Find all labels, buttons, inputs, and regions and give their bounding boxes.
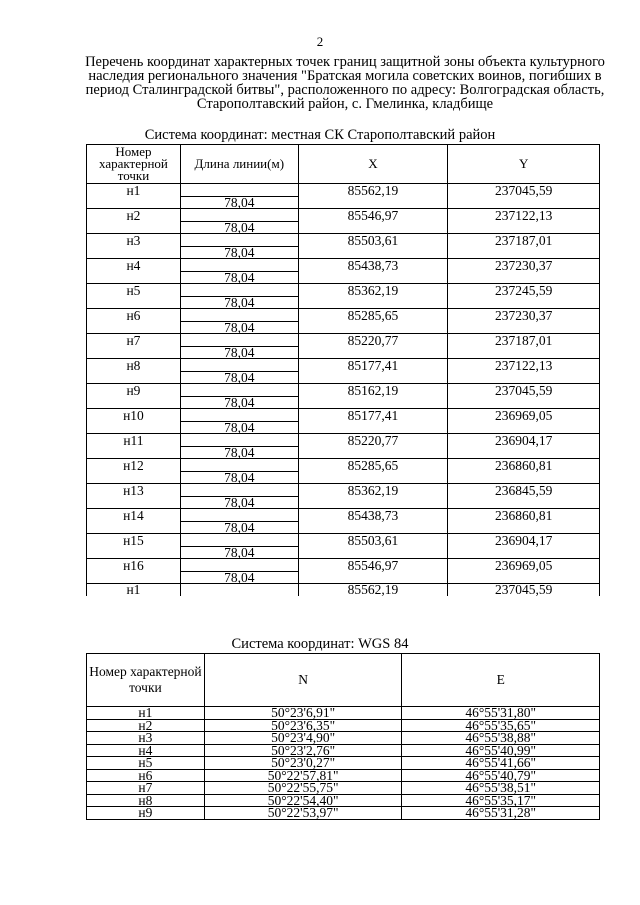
y-value: 236969,05	[448, 559, 600, 572]
line-length-value: 78,04	[180, 446, 298, 459]
y-empty	[448, 371, 600, 384]
point-number: н1	[87, 584, 181, 596]
line-length-value: 78,04	[180, 496, 298, 509]
point-number: н13	[87, 484, 181, 497]
point-number: н8	[87, 794, 205, 807]
y-value: 237122,13	[448, 209, 600, 222]
n-value: 50°23'4,90"	[204, 732, 402, 745]
table2-caption: Система координат: WGS 84	[231, 636, 409, 652]
line-length-value: 78,04	[180, 346, 298, 359]
x-value: 85546,97	[298, 209, 448, 222]
n-value: 50°23'6,35"	[204, 719, 402, 732]
line-length-row	[87, 371, 600, 384]
x-value: 85438,73	[298, 509, 448, 522]
x-empty	[298, 346, 448, 359]
line-length-row	[87, 221, 600, 234]
line-length-value: 78,04	[180, 271, 298, 284]
point-number: н8	[87, 359, 181, 372]
point-number: н14	[87, 509, 181, 522]
line-length-value: 78,04	[180, 546, 298, 559]
n-value: 50°23'0,27"	[204, 757, 402, 770]
table-row	[87, 209, 600, 222]
y-value: 237230,37	[448, 259, 600, 272]
table-row	[87, 259, 600, 272]
point-number: н5	[87, 284, 181, 297]
x-empty	[298, 546, 448, 559]
table2-header-row	[87, 654, 600, 707]
n-value: 50°23'6,91"	[204, 707, 402, 720]
point-number: н9	[87, 384, 181, 397]
point-number-empty	[87, 471, 181, 484]
point-number: н9	[87, 807, 205, 820]
line-length-row	[87, 546, 600, 559]
line-length-row	[87, 521, 600, 534]
x-value: 85177,41	[298, 359, 448, 372]
x-value: 85285,65	[298, 309, 448, 322]
y-value: 237045,59	[448, 384, 600, 397]
point-number: н11	[87, 434, 181, 447]
table-row	[87, 534, 600, 547]
point-number-empty	[87, 246, 181, 259]
point-number: н16	[87, 559, 181, 572]
point-number-empty	[87, 396, 181, 409]
y-value: 237187,01	[448, 334, 600, 347]
header-point-number: Номер характерной точки	[87, 654, 205, 707]
line-length-row	[87, 296, 600, 309]
e-value: 46°55'40,79"	[402, 769, 600, 782]
n-value: 50°22'57,81"	[204, 769, 402, 782]
line-length-value: 78,04	[180, 521, 298, 534]
e-value: 46°55'38,51"	[402, 782, 600, 795]
y-empty	[448, 396, 600, 409]
line-length-row	[87, 496, 600, 509]
x-empty	[298, 196, 448, 209]
y-empty	[448, 346, 600, 359]
table-row	[87, 384, 600, 397]
n-value: 50°22'55,75"	[204, 782, 402, 795]
document-title: Перечень координат характерных точек границ защитной зоны объекта культурного наследия регионального значения "Братская могила советских воинов, погибших в период Сталинградской битвы", расположенного по адресу: Волгоградская область, Старополтавский район, с. Гмелинка, кладбище	[85, 54, 605, 112]
line-length-row	[87, 421, 600, 434]
x-empty	[298, 396, 448, 409]
page-number: 2	[316, 34, 324, 49]
x-value: 85220,77	[298, 334, 448, 347]
line-length-row	[87, 246, 600, 259]
y-value: 237230,37	[448, 309, 600, 322]
header-line-length: Длина линии(м)	[180, 145, 298, 184]
table-row	[87, 807, 600, 820]
e-value: 46°55'35,65"	[402, 719, 600, 732]
x-value: 85362,19	[298, 484, 448, 497]
table-row	[87, 284, 600, 297]
table-row	[87, 409, 600, 422]
point-number: н6	[87, 769, 205, 782]
x-empty	[298, 421, 448, 434]
y-value: 237045,59	[448, 184, 600, 197]
line-length-value: 78,04	[180, 421, 298, 434]
line-length-value: 78,04	[180, 196, 298, 209]
e-value: 46°55'31,28"	[402, 807, 600, 820]
line-length-value: 78,04	[180, 571, 298, 584]
x-empty	[298, 471, 448, 484]
point-number: н1	[87, 707, 205, 720]
table-row	[87, 509, 600, 522]
n-value: 50°22'54,40"	[204, 794, 402, 807]
point-number: н12	[87, 459, 181, 472]
e-value: 46°55'40,99"	[402, 744, 600, 757]
y-value: 236969,05	[448, 409, 600, 422]
e-value: 46°55'35,17"	[402, 794, 600, 807]
y-empty	[448, 321, 600, 334]
point-number: н6	[87, 309, 181, 322]
y-empty	[448, 271, 600, 284]
x-value: 85562,19	[298, 584, 448, 596]
y-empty	[448, 246, 600, 259]
line-length-value: 78,04	[180, 246, 298, 259]
y-value: 237187,01	[448, 234, 600, 247]
x-empty	[298, 496, 448, 509]
y-value: 236845,59	[448, 484, 600, 497]
point-number: н3	[87, 732, 205, 745]
e-value: 46°55'38,88"	[402, 732, 600, 745]
line-length-row	[87, 271, 600, 284]
n-value: 50°23'2,76"	[204, 744, 402, 757]
point-number-empty	[87, 196, 181, 209]
x-value: 85503,61	[298, 234, 448, 247]
point-number: н1	[87, 184, 181, 197]
table-row	[87, 334, 600, 347]
point-number: н2	[87, 209, 181, 222]
x-empty	[298, 521, 448, 534]
point-number: н7	[87, 782, 205, 795]
y-empty	[448, 221, 600, 234]
x-empty	[298, 246, 448, 259]
line-length-empty	[180, 584, 298, 596]
y-value: 236904,17	[448, 434, 600, 447]
table-row	[87, 309, 600, 322]
point-number-empty	[87, 371, 181, 384]
point-number: н7	[87, 334, 181, 347]
e-value: 46°55'41,66"	[402, 757, 600, 770]
line-length-row	[87, 196, 600, 209]
x-value: 85285,65	[298, 459, 448, 472]
x-empty	[298, 296, 448, 309]
line-length-value: 78,04	[180, 296, 298, 309]
y-empty	[448, 496, 600, 509]
x-empty	[298, 321, 448, 334]
header-y: Y	[448, 145, 600, 184]
point-number-empty	[87, 346, 181, 359]
line-length-row	[87, 471, 600, 484]
point-number-empty	[87, 221, 181, 234]
x-value: 85562,19	[298, 184, 448, 197]
line-length-row	[87, 321, 600, 334]
x-empty	[298, 221, 448, 234]
table-row	[87, 459, 600, 472]
y-value: 236860,81	[448, 459, 600, 472]
table-row	[87, 359, 600, 372]
x-value: 85162,19	[298, 384, 448, 397]
line-length-value: 78,04	[180, 221, 298, 234]
point-number-empty	[87, 546, 181, 559]
point-number-empty	[87, 496, 181, 509]
point-number-empty	[87, 271, 181, 284]
point-number: н3	[87, 234, 181, 247]
point-number-empty	[87, 296, 181, 309]
x-value: 85362,19	[298, 284, 448, 297]
point-number: н15	[87, 534, 181, 547]
y-empty	[448, 421, 600, 434]
x-value: 85546,97	[298, 559, 448, 572]
table-row	[87, 584, 600, 596]
x-empty	[298, 446, 448, 459]
point-number: н2	[87, 719, 205, 732]
table1-header-row	[87, 145, 600, 184]
header-e: E	[402, 654, 600, 707]
point-number-empty	[87, 446, 181, 459]
y-empty	[448, 196, 600, 209]
table-row	[87, 484, 600, 497]
point-number-empty	[87, 421, 181, 434]
local-coordinates-table	[86, 144, 600, 596]
line-length-row	[87, 446, 600, 459]
point-number: н4	[87, 744, 205, 757]
x-value: 85220,77	[298, 434, 448, 447]
header-x: X	[298, 145, 448, 184]
y-value: 236860,81	[448, 509, 600, 522]
y-value: 236904,17	[448, 534, 600, 547]
x-value: 85177,41	[298, 409, 448, 422]
y-empty	[448, 546, 600, 559]
point-number-empty	[87, 521, 181, 534]
y-empty	[448, 521, 600, 534]
table-row	[87, 434, 600, 447]
x-empty	[298, 371, 448, 384]
wgs84-coordinates-table	[86, 653, 600, 820]
y-empty	[448, 446, 600, 459]
y-empty	[448, 296, 600, 309]
table-row	[87, 559, 600, 572]
point-number: н4	[87, 259, 181, 272]
x-empty	[298, 271, 448, 284]
line-length-row	[87, 346, 600, 359]
line-length-row	[87, 396, 600, 409]
point-number: н10	[87, 409, 181, 422]
e-value: 46°55'31,80"	[402, 707, 600, 720]
x-value: 85438,73	[298, 259, 448, 272]
header-point-number: Номер характерной точки	[87, 145, 181, 184]
line-length-value: 78,04	[180, 471, 298, 484]
point-number: н5	[87, 757, 205, 770]
y-empty	[448, 471, 600, 484]
y-value: 237045,59	[448, 584, 600, 596]
line-length-value: 78,04	[180, 371, 298, 384]
line-length-value: 78,04	[180, 396, 298, 409]
table1-caption: Система координат: местная СК Старополтавский район	[144, 127, 496, 143]
table-row	[87, 234, 600, 247]
header-n: N	[204, 654, 402, 707]
line-length-value: 78,04	[180, 321, 298, 334]
point-number-empty	[87, 321, 181, 334]
n-value: 50°22'53,97"	[204, 807, 402, 820]
y-value: 237122,13	[448, 359, 600, 372]
y-value: 237245,59	[448, 284, 600, 297]
x-value: 85503,61	[298, 534, 448, 547]
table-row	[87, 184, 600, 197]
